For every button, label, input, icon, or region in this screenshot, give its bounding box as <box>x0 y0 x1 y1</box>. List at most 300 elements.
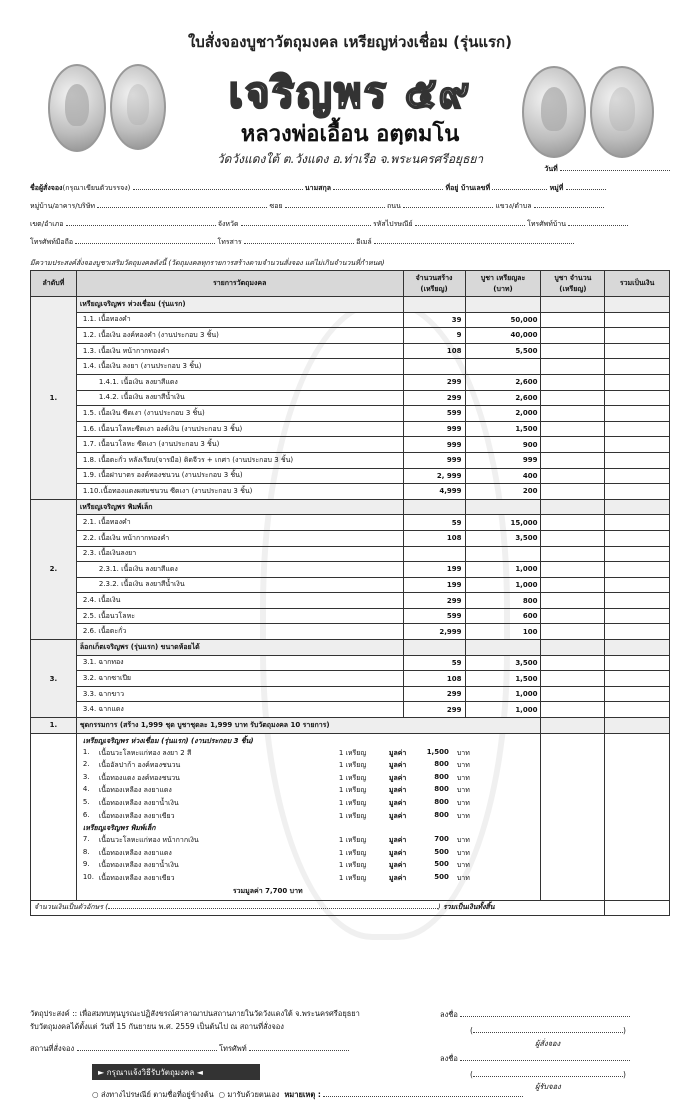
price-cell: 50,000 <box>465 312 541 328</box>
total-cell[interactable] <box>605 328 670 344</box>
col-qty <box>403 271 465 297</box>
order-qty-cell[interactable] <box>541 530 605 546</box>
set-no: 1. <box>31 718 77 734</box>
item-label: 2.6. เนื้อตะกั่ว <box>76 624 403 640</box>
receive-text: รับวัตถุมงคลได้ตั้งแต่ วันที่ 15 กันยายน พ.ศ. 2559 เป็นต้นไป ณ สถานที่สั่งจอง <box>30 1022 284 1031</box>
total-cell[interactable] <box>605 733 670 900</box>
set-item-unit: บาท <box>456 761 470 770</box>
total-cell[interactable] <box>605 562 670 578</box>
sign2-row <box>440 1053 630 1065</box>
total-cell[interactable] <box>605 468 670 484</box>
table-row <box>31 452 670 468</box>
set-item <box>83 811 535 824</box>
place-label: สถานที่สั่งจอง <box>30 1044 75 1053</box>
set-item-name: เนื้อทองเหลือง ลงยาน้ำเงิน <box>98 861 179 870</box>
qty-cell <box>403 640 465 656</box>
price-cell: 1,500 <box>465 421 541 437</box>
total-cell[interactable] <box>605 671 670 687</box>
qty-cell: 2, 999 <box>403 468 465 484</box>
set-item-count: 1 เหรียญ <box>338 873 367 882</box>
surname-label: นามสกุล <box>304 184 332 192</box>
total-cell[interactable] <box>605 546 670 562</box>
item-label: 2.1. เนื้อทองคำ <box>76 515 403 531</box>
mobile-label: โทรศัพท์มือถือ <box>30 238 74 246</box>
price-cell: 3,500 <box>465 655 541 671</box>
subdistrict-field[interactable] <box>534 207 604 208</box>
purpose-text: วัตถุประสงค์ :: เพื่อสมทบทุนบูรณะปฏิสังขรณ์ศาลาฌาปนสถานภายในวัดวังแดงใต้ จ.พระนครศรีอยุธยา <box>30 1009 360 1018</box>
order-qty-cell[interactable] <box>541 624 605 640</box>
order-qty-cell[interactable] <box>541 452 605 468</box>
section-no: 1. <box>31 297 77 500</box>
price-cell: 200 <box>465 484 541 500</box>
set-item <box>83 798 535 811</box>
section-no: 3. <box>31 640 77 718</box>
set-item-name: เนื้อทองเหลือง ลงยาแดง <box>98 786 172 795</box>
item-label: 3.2. ฉากซาเปีย <box>76 671 403 687</box>
total-cell[interactable] <box>605 655 670 671</box>
set-item-name: เนื้อทองเหลือง ลงยาเขียว <box>98 873 175 882</box>
item-label: 3.1. ฉากทอง <box>76 655 403 671</box>
table-row <box>31 671 670 687</box>
table-header-row <box>31 271 670 297</box>
order-qty-cell[interactable] <box>541 421 605 437</box>
email-label: อีเมล์ <box>356 238 372 246</box>
order-qty-cell[interactable] <box>541 328 605 344</box>
email-field[interactable] <box>374 243 574 244</box>
set-item-name: เนื้อนวะโลหะแก่ทอง ลงยา 2 สี <box>98 748 192 757</box>
qty-cell: 59 <box>403 655 465 671</box>
set-item-value: 500 <box>434 872 449 881</box>
set-item-name: เนื้ออัลปาก้า องค์ทองชนวน <box>98 761 181 770</box>
order-qty-cell[interactable] <box>541 406 605 422</box>
house-no-field[interactable] <box>492 189 547 190</box>
set-item-count: 1 เหรียญ <box>338 861 367 870</box>
set-item-value-label: มูลค่า <box>388 873 407 882</box>
price-cell <box>465 297 541 313</box>
total-cell[interactable] <box>605 437 670 453</box>
order-qty-cell[interactable] <box>541 640 605 656</box>
fax-field[interactable] <box>244 243 354 244</box>
table-row <box>31 374 670 390</box>
set-item-no: 6. <box>82 810 90 819</box>
mobile-field[interactable] <box>75 243 215 244</box>
total-cell[interactable] <box>605 484 670 500</box>
set-item-value: 500 <box>434 860 449 869</box>
order-qty-cell[interactable] <box>541 515 605 531</box>
item-label: 1.7. เนื้อนวโลหะ ซีดเงา (งานประกอบ 3 ชิ้น) <box>76 437 403 453</box>
date-row <box>30 164 670 175</box>
receive-method-banner: ► กรุณาแจ้งวิธีรับวัตถุมงคล ◄ <box>92 1064 260 1080</box>
total-cell[interactable] <box>605 499 670 515</box>
price-cell: 40,000 <box>465 328 541 344</box>
set-item-unit: บาท <box>456 799 470 807</box>
price-cell: 3,500 <box>465 530 541 546</box>
table-row <box>31 686 670 702</box>
col-order-unit: (เหรียญ) <box>559 284 587 293</box>
set-item-count: 1 เหรียญ <box>338 786 367 795</box>
qty-cell: 599 <box>403 608 465 624</box>
order-qty-cell[interactable] <box>541 593 605 609</box>
set-total: รวมมูลค่า 7,700 บาท <box>232 886 303 895</box>
table-row <box>31 577 670 593</box>
set-item-value: 800 <box>434 798 449 806</box>
set-item-value: 800 <box>434 785 449 794</box>
item-label: 1.8. เนื้อตะกั่ว หลังเรียบ(จารมือ) ติดจีวร + เกศา (งานประกอบ 3 ชิ้น) <box>76 452 403 468</box>
table-row <box>31 624 670 640</box>
grand-total-cell[interactable] <box>605 900 670 916</box>
set-item-name: เนื้อทองเหลือง ลงยาแดง <box>98 848 172 857</box>
order-qty-cell[interactable] <box>541 343 605 359</box>
options-row <box>92 1089 523 1101</box>
set-item-value-label: มูลค่า <box>388 748 407 757</box>
name-label: ชื่อผู้สั่งจอง <box>30 184 63 192</box>
total-cell[interactable] <box>605 686 670 702</box>
fax-label: โทรสาร <box>217 238 242 246</box>
place-field[interactable] <box>77 1050 217 1051</box>
set-item-count: 1 เหรียญ <box>338 799 367 807</box>
order-qty-cell[interactable] <box>541 484 605 500</box>
moo-field[interactable] <box>566 189 606 190</box>
words-cell: จำนวนเงินเป็นตัวอักษร ( ) รวมเป็นเงินทั้งสิ้น <box>31 900 605 916</box>
set-group2: เหรียญเจริญพร พิมพ์เล็ก <box>82 824 156 833</box>
total-cell[interactable] <box>605 530 670 546</box>
col-qty-unit: (เหรียญ) <box>420 284 448 293</box>
set-item-no: 2. <box>82 760 90 769</box>
price-cell: 5,500 <box>465 343 541 359</box>
surname-field[interactable] <box>333 189 443 190</box>
post-option-radio[interactable]: ○ <box>92 1090 99 1099</box>
set-item-unit: บาท <box>456 811 470 820</box>
set-item-value-label: มูลค่า <box>388 836 407 845</box>
set-item-unit: บาท <box>456 861 470 870</box>
set-item-value: 1,500 <box>426 747 449 756</box>
order-qty-cell[interactable] <box>541 718 605 734</box>
set-item-count: 1 เหรียญ <box>338 848 367 857</box>
item-label: 1.3. เนื้อเงิน หน้ากากทองคำ <box>76 343 403 359</box>
order-qty-cell[interactable] <box>541 312 605 328</box>
qty-cell: 299 <box>403 374 465 390</box>
words-label: จำนวนเงินเป็นตัวอักษร <box>34 903 104 912</box>
set-item-count: 1 เหรียญ <box>338 773 367 782</box>
orderer-caption: ผู้สั่งจอง <box>535 1039 561 1048</box>
table-row <box>31 328 670 344</box>
order-qty-cell[interactable] <box>541 546 605 562</box>
table-row <box>31 562 670 578</box>
qty-cell <box>403 359 465 375</box>
order-table <box>30 270 670 916</box>
set-item-count: 1 เหรียญ <box>338 836 367 845</box>
section-title: เหรียญเจริญพร ห่วงเชื่อม (รุ่นแรก) <box>76 297 403 313</box>
sign1-field[interactable] <box>460 1016 630 1017</box>
phone-field[interactable] <box>249 1050 349 1051</box>
section-row <box>31 499 670 515</box>
post-option-label: ส่งทางไปรษณีย์ ตามชื่อที่อยู่ข้างต้น <box>100 1090 214 1099</box>
qty-cell: 299 <box>403 702 465 718</box>
price-cell <box>465 640 541 656</box>
order-qty-cell[interactable] <box>541 655 605 671</box>
item-label: 1.5. เนื้อเงิน ซีดเงา (งานประกอบ 3 ชิ้น) <box>76 406 403 422</box>
total-cell[interactable] <box>605 718 670 734</box>
section-no: 2. <box>31 499 77 639</box>
district-field[interactable] <box>66 225 216 226</box>
order-qty-cell[interactable] <box>541 374 605 390</box>
set-item-name: เนื้อทองแดง องค์ทองชนวน <box>98 773 180 782</box>
name-field[interactable] <box>133 189 303 190</box>
qty-cell: 999 <box>403 437 465 453</box>
sign1-name-field[interactable] <box>473 1032 623 1033</box>
soi-field[interactable] <box>285 207 385 208</box>
set-item-unit: บาท <box>456 773 470 782</box>
total-cell[interactable] <box>605 515 670 531</box>
coin-back-left-image <box>110 64 166 150</box>
sign2-name-field[interactable] <box>473 1076 623 1077</box>
order-qty-cell[interactable] <box>541 608 605 624</box>
sign2-paren: ( ) <box>470 1070 626 1079</box>
price-cell <box>465 546 541 562</box>
village-field[interactable] <box>97 207 267 208</box>
postcode-label: รหัสไปรษณีย์ <box>373 220 413 228</box>
price-cell: 900 <box>465 437 541 453</box>
col-price-label: บูชา เหรียญละ <box>480 273 526 282</box>
set-item-unit: บาท <box>456 848 470 857</box>
temple-address: วัดวังแดงใต้ ต.วังแดง อ.ท่าเรือ จ.พระนครศรีอยุธยา <box>216 152 484 166</box>
sign2-field[interactable] <box>460 1060 630 1061</box>
total-cell[interactable] <box>605 640 670 656</box>
district-label: เขต/อำเภอ <box>30 220 64 228</box>
price-cell <box>465 499 541 515</box>
section-row <box>31 640 670 656</box>
contact-row <box>30 237 670 248</box>
set-item-count: 1 เหรียญ <box>338 811 367 820</box>
set-item-value-label: มูลค่า <box>388 861 407 870</box>
price-cell: 1,500 <box>465 671 541 687</box>
set-title: ชุดกรรมการ (สร้าง 1,999 ชุด บูชาชุดละ 1,999 บาท รับวัตถุมงคล 10 รายการ) <box>76 718 541 734</box>
set-item-name: เนื้อทองเหลือง ลงยาน้ำเงิน <box>98 799 179 807</box>
order-qty-cell[interactable] <box>541 671 605 687</box>
table-row <box>31 702 670 718</box>
name-row <box>30 183 670 194</box>
set-item-no: 9. <box>82 860 90 869</box>
table-row <box>31 437 670 453</box>
set-item <box>83 873 535 886</box>
col-price-unit: (บาท) <box>493 284 513 293</box>
set-item <box>83 848 535 861</box>
set-item-no: 7. <box>82 835 90 844</box>
set-item-count: 1 เหรียญ <box>338 761 367 770</box>
set-item <box>83 835 535 848</box>
item-label: 1.9. เนื้อฝาบาตร องค์ทองชนวน (งานประกอบ 3 ชิ้น) <box>76 468 403 484</box>
col-qty-label: จำนวนสร้าง <box>415 273 453 282</box>
price-cell: 1,000 <box>465 577 541 593</box>
moo-label: หมู่ที่ <box>549 184 564 192</box>
set-item-value-label: มูลค่า <box>388 848 407 857</box>
total-cell[interactable] <box>605 297 670 313</box>
set-item-no: 1. <box>82 747 90 756</box>
table-row <box>31 390 670 406</box>
sign1-paren: ( ) <box>470 1026 626 1035</box>
qty-cell: 108 <box>403 671 465 687</box>
remark-field[interactable] <box>323 1096 523 1097</box>
total-cell[interactable] <box>605 452 670 468</box>
col-total: รวมเป็นเงิน <box>605 271 670 297</box>
grand-total-label: รวมเป็นเงินทั้งสิ้น <box>442 903 495 912</box>
name-hint: (กรุณาเขียนตัวบรรจง) <box>62 184 131 192</box>
remark-label: หมายเหตุ : <box>284 1090 321 1099</box>
order-qty-cell[interactable] <box>541 733 605 900</box>
table-row <box>31 406 670 422</box>
words-field[interactable] <box>108 908 438 909</box>
order-qty-cell[interactable] <box>541 359 605 375</box>
self-option-label: มารับด้วยตนเอง <box>227 1090 280 1099</box>
order-qty-cell[interactable] <box>541 562 605 578</box>
road-field[interactable] <box>403 207 493 208</box>
province-label: จังหวัด <box>217 220 239 228</box>
set-group1: เหรียญเจริญพร ห่วงเชื่อม (รุ่นแรก) (งานประกอบ 3 ชิ้น) <box>82 736 254 745</box>
set-item-no: 10. <box>82 872 94 881</box>
set-item-unit: บาท <box>456 786 470 795</box>
order-qty-cell[interactable] <box>541 499 605 515</box>
item-label: 2.3.2. เนื้อเงิน ลงยาสีน้ำเงิน <box>76 577 403 593</box>
price-cell <box>465 359 541 375</box>
qty-cell: 108 <box>403 343 465 359</box>
table-row <box>31 343 670 359</box>
total-cell[interactable] <box>605 359 670 375</box>
order-note: มีความประสงค์สั่งจองบูชาเสริมวัตถุมงคลดังนี้ (วัตถุมงคลทุกรายการสร้างตามจำนวนสั่งจอง แต่ไม่เกินจำนวนที่กำหนด) <box>30 259 385 267</box>
price-cell: 2,600 <box>465 374 541 390</box>
sign1-row <box>440 1009 630 1021</box>
set-row <box>31 718 670 734</box>
set-blank <box>31 733 77 900</box>
qty-cell: 39 <box>403 312 465 328</box>
order-qty-cell[interactable] <box>541 297 605 313</box>
total-cell[interactable] <box>605 374 670 390</box>
set-item <box>83 773 535 786</box>
address-label: ที่อยู่ บ้านเลขที่ <box>445 184 491 192</box>
total-cell[interactable] <box>605 343 670 359</box>
table-row <box>31 468 670 484</box>
item-label: 1.4. เนื้อเงิน ลงยา (งานประกอบ 3 ชิ้น) <box>76 359 403 375</box>
set-item-name: เนื้อทองเหลือง ลงยาเขียว <box>98 811 175 820</box>
set-item-value-label: มูลค่า <box>388 786 407 795</box>
section-row <box>31 297 670 313</box>
postcode-field[interactable] <box>415 225 525 226</box>
self-option-radio[interactable]: ○ <box>218 1090 226 1099</box>
qty-cell: 299 <box>403 686 465 702</box>
table-row <box>31 530 670 546</box>
total-cell[interactable] <box>605 312 670 328</box>
item-label: 1.6. เนื้อนวโลหะซีดเงา องค์เงิน (งานประกอบ 3 ชิ้น) <box>76 421 403 437</box>
price-cell: 1,000 <box>465 702 541 718</box>
set-item-no: 5. <box>82 798 90 806</box>
qty-cell: 299 <box>403 390 465 406</box>
item-label: 1.1. เนื้อทองคำ <box>76 312 403 328</box>
phone-label: โทรศัพท์ <box>218 1044 247 1053</box>
set-item <box>83 748 535 761</box>
set-item-value: 500 <box>434 847 449 856</box>
date-field[interactable] <box>560 170 670 171</box>
total-cell[interactable] <box>605 406 670 422</box>
total-cell[interactable] <box>605 421 670 437</box>
set-item-no: 4. <box>82 785 90 794</box>
set-detail <box>76 733 541 900</box>
order-qty-cell[interactable] <box>541 577 605 593</box>
item-label: 3.3. ฉากขาว <box>76 686 403 702</box>
total-cell[interactable] <box>605 593 670 609</box>
item-label: 1.4.1. เนื้อเงิน ลงยาสีแดง <box>76 374 403 390</box>
table-row <box>31 546 670 562</box>
table-row <box>31 608 670 624</box>
village-row <box>30 201 670 212</box>
qty-cell: 199 <box>403 562 465 578</box>
total-cell[interactable] <box>605 577 670 593</box>
road-label: ถนน <box>387 202 401 210</box>
date-label: วันที่ <box>544 165 558 173</box>
price-cell: 2,000 <box>465 406 541 422</box>
monk-name: หลวงพ่อเอื้อน อตฺตมโน <box>240 122 460 147</box>
sign1-label: ลงชื่อ <box>440 1010 458 1019</box>
district-row <box>30 219 670 230</box>
set-item-value: 700 <box>434 835 449 844</box>
big-title: เจริญพร ๕๙ <box>228 68 472 117</box>
item-label: 2.5. เนื้อนวโลหะ <box>76 608 403 624</box>
table-row <box>31 421 670 437</box>
order-qty-cell[interactable] <box>541 468 605 484</box>
table-row <box>31 515 670 531</box>
qty-cell: 999 <box>403 452 465 468</box>
item-label: 1.2. เนื้อเงิน องค์ทองคำ (งานประกอบ 3 ชิ้น) <box>76 328 403 344</box>
total-cell[interactable] <box>605 702 670 718</box>
order-qty-cell[interactable] <box>541 702 605 718</box>
qty-cell: 4,999 <box>403 484 465 500</box>
col-item: รายการวัตถุมงคล <box>76 271 403 297</box>
phone-home-field[interactable] <box>568 225 628 226</box>
place-row <box>30 1043 349 1055</box>
table-row <box>31 593 670 609</box>
set-item-unit: บาท <box>456 836 470 845</box>
order-qty-cell[interactable] <box>541 686 605 702</box>
set-item-value-label: มูลค่า <box>388 811 407 820</box>
order-qty-cell[interactable] <box>541 390 605 406</box>
qty-cell: 2,999 <box>403 624 465 640</box>
price-cell: 2,600 <box>465 390 541 406</box>
qty-cell: 108 <box>403 530 465 546</box>
phone-home-label: โทรศัพท์บ้าน <box>527 220 567 228</box>
coin-front-right-image <box>522 66 586 158</box>
order-qty-cell[interactable] <box>541 437 605 453</box>
words-row <box>31 900 670 916</box>
set-item-value-label: มูลค่า <box>388 761 407 770</box>
qty-cell: 999 <box>403 421 465 437</box>
coin-front-left-image <box>48 64 106 152</box>
province-field[interactable] <box>241 225 371 226</box>
total-cell[interactable] <box>605 608 670 624</box>
qty-cell <box>403 546 465 562</box>
set-item-name: เนื้อนวะโลหะแก่ทอง หน้ากากเงิน <box>98 836 199 845</box>
table-row <box>31 655 670 671</box>
total-cell[interactable] <box>605 390 670 406</box>
price-cell: 400 <box>465 468 541 484</box>
item-label: 2.3.1. เนื้อเงิน ลงยาสีแดง <box>76 562 403 578</box>
set-item-count: 1 เหรียญ <box>338 748 367 757</box>
item-label: 3.4. ฉากแดง <box>76 702 403 718</box>
set-item-unit: บาท <box>456 873 470 882</box>
table-row <box>31 359 670 375</box>
price-cell: 15,000 <box>465 515 541 531</box>
set-item-unit: บาท <box>456 748 470 757</box>
total-cell[interactable] <box>605 624 670 640</box>
subdistrict-label: แขวง/ตำบล <box>495 202 532 210</box>
sign2-label: ลงชื่อ <box>440 1054 458 1063</box>
